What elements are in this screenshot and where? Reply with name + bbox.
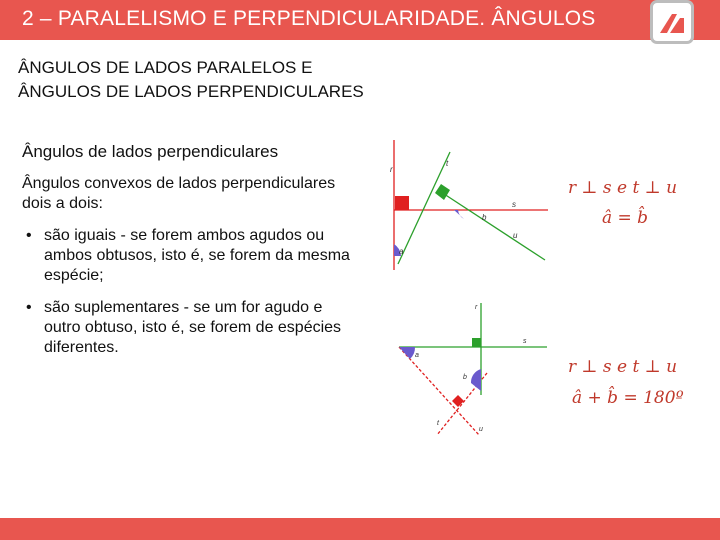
section-title-line-2: ÂNGULOS DE LADOS PERPENDICULARES: [18, 82, 364, 101]
label-t: t: [437, 420, 439, 427]
diagram-top: [380, 140, 550, 270]
line-u: [438, 190, 545, 260]
bullet-item-supplementary: • são suplementares - se um for agudo e outro obtuso, isto é, se forem de espécies diferentes.: [22, 298, 362, 358]
formula-bottom-line-2: â + b̂ = 180º: [572, 388, 684, 408]
diagram-bottom: [395, 295, 555, 440]
label-a: a: [415, 352, 419, 359]
label-b: b: [482, 213, 487, 222]
bullet-item-equal: • são iguais - se forem ambos agudos ou ambos obtusos, isto é, se forem da mesma espécie;: [22, 226, 362, 286]
line-t: [399, 347, 479, 435]
label-s: s: [512, 200, 516, 209]
subheading: Ângulos de lados perpendiculares: [22, 142, 279, 161]
intro-text: Ângulos convexos de lados perpendiculares dois a dois:: [22, 175, 336, 212]
section-title-line-1: ÂNGULOS DE LADOS PARALELOS E: [18, 58, 313, 77]
logo-icon: [650, 0, 694, 44]
angle-b: [471, 369, 481, 391]
angle-b: [454, 210, 464, 219]
right-angle-r-s: [472, 338, 481, 347]
label-t: t: [446, 159, 449, 168]
header-bar: [0, 0, 720, 40]
label-u: u: [513, 231, 518, 240]
formula-top-line-1: r ⊥ s e t ⊥ u: [568, 178, 678, 198]
right-angle-t-u: [435, 184, 450, 200]
right-angle-t-u: [452, 395, 464, 407]
label-a: a: [399, 247, 404, 256]
label-r: r: [475, 304, 478, 311]
bullet-list: [22, 226, 362, 370]
section-title: [18, 56, 364, 104]
formula-top-line-2: â = b̂: [602, 208, 649, 228]
label-r: r: [390, 165, 393, 174]
angle-a: [399, 347, 415, 359]
formula-bottom-line-1: r ⊥ s e t ⊥ u: [568, 357, 678, 377]
label-s: s: [523, 338, 527, 345]
footer-bar: [0, 518, 720, 540]
header-title: 2 – PARALELISMO E PERPENDICULARIDADE. ÂNGULOS: [22, 7, 596, 30]
logo-mark: [653, 3, 691, 41]
label-u: u: [479, 426, 483, 433]
label-b: b: [463, 374, 467, 381]
right-angle-r-s: [395, 196, 409, 210]
